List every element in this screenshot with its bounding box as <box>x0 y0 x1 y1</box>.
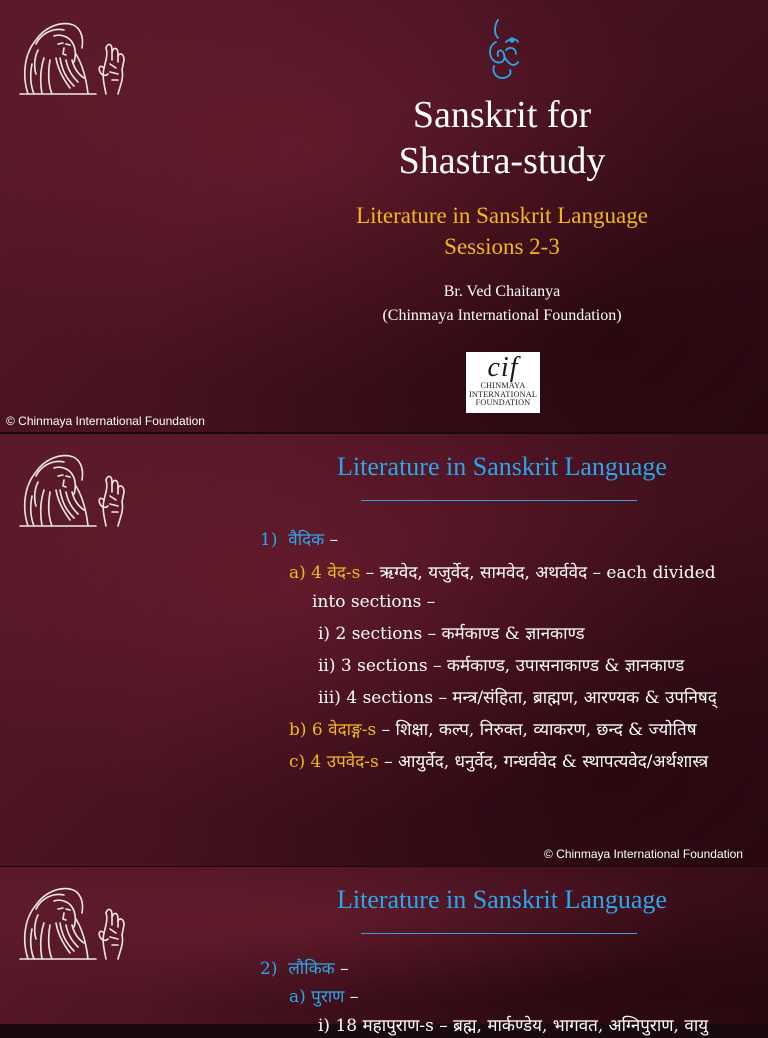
item-dash: – <box>334 959 349 979</box>
copyright-notice: © Chinmaya International Foundation <box>6 414 205 428</box>
subtitle <box>300 200 704 262</box>
list-item-vedas <box>289 561 716 585</box>
sage-illustration-icon <box>14 14 130 98</box>
author-name: Br. Ved Chaitanya <box>443 283 561 300</box>
list-item-vedangas <box>289 718 697 742</box>
logo-name-3: FOUNDATION <box>475 398 531 408</box>
sub-item-three-sections: ii) 3 sections – कर्मकाण्ड, उपासनाकाण्ड & ज्ञानकाण्ड <box>318 656 685 676</box>
vedas-text-continued: into sections – <box>312 592 436 612</box>
purana-dash: – <box>344 987 359 1007</box>
list-item-upavedas <box>289 750 708 774</box>
sub-item-four-sections: iii) 4 sections – मन्त्र/संहिता, ब्राह्मण, आरण्यक & उपनिषद् <box>318 688 717 708</box>
sage-illustration-icon <box>14 879 130 963</box>
vedas-text: – ऋग्वेद, यजुर्वेद, सामवेद, अथर्ववेद – each divided <box>360 563 716 583</box>
item-number: 1) <box>260 530 278 550</box>
list-item-vedic <box>260 528 338 552</box>
title-underline <box>361 500 637 501</box>
logo-name-1: CHINMAYA <box>480 381 526 390</box>
purana-label: a) पुराण <box>289 987 345 1007</box>
upavedas-text: – आयुर्वेद, धनुर्वेद, गन्धर्ववेद & स्थापत्यवेद/अर्थशास्त्र <box>378 752 709 772</box>
om-symbol-icon <box>484 16 522 82</box>
list-item-laukika <box>260 957 349 981</box>
vedangas-label: b) 6 वेदाङ्ग-s <box>289 720 377 740</box>
title-line-2: Shastra-study <box>398 140 606 182</box>
author-affiliation: (Chinmaya International Foundation) <box>382 307 622 324</box>
logo-mark: cif <box>487 352 519 383</box>
title-slide <box>0 0 768 432</box>
upavedas-label: c) 4 उपवेद-s <box>289 752 379 772</box>
title-underline <box>361 933 637 934</box>
author-block <box>300 280 704 328</box>
vedas-label: a) 4 वेद-s <box>289 563 361 583</box>
copyright-notice: © Chinmaya International Foundation <box>544 847 743 861</box>
page-title <box>300 92 704 184</box>
item-number: 2) <box>260 959 278 979</box>
item-label: लौकिक <box>288 959 335 979</box>
sub-item-two-sections: i) 2 sections – कर्मकाण्ड & ज्ञानकाण्ड <box>318 624 585 644</box>
logo-name-2: INTERNATIONAL <box>468 389 538 399</box>
cif-logo-icon <box>466 352 540 413</box>
subtitle-line-2: Sessions 2-3 <box>444 234 560 259</box>
item-dash: – <box>324 530 339 550</box>
section-title: Literature in Sanskrit Language <box>337 885 667 914</box>
title-line-1: Sanskrit for <box>412 94 592 136</box>
sub-item-mahapuranas: i) 18 महापुराण-s – ब्रह्म, मार्कण्डेय, भागवत, अग्निपुराण, वायु <box>318 1016 709 1036</box>
sage-illustration-icon <box>14 446 130 530</box>
vedangas-text: – शिक्षा, कल्प, निरुक्त, व्याकरण, छन्द & ज्योतिष <box>376 720 697 740</box>
subtitle-line-1: Literature in Sanskrit Language <box>356 203 648 228</box>
content-slide-laukika <box>0 867 768 1036</box>
item-label: वैदिक <box>288 530 325 550</box>
content-slide-vedic <box>0 434 768 866</box>
section-title: Literature in Sanskrit Language <box>337 452 667 481</box>
list-item-purana <box>289 985 358 1009</box>
